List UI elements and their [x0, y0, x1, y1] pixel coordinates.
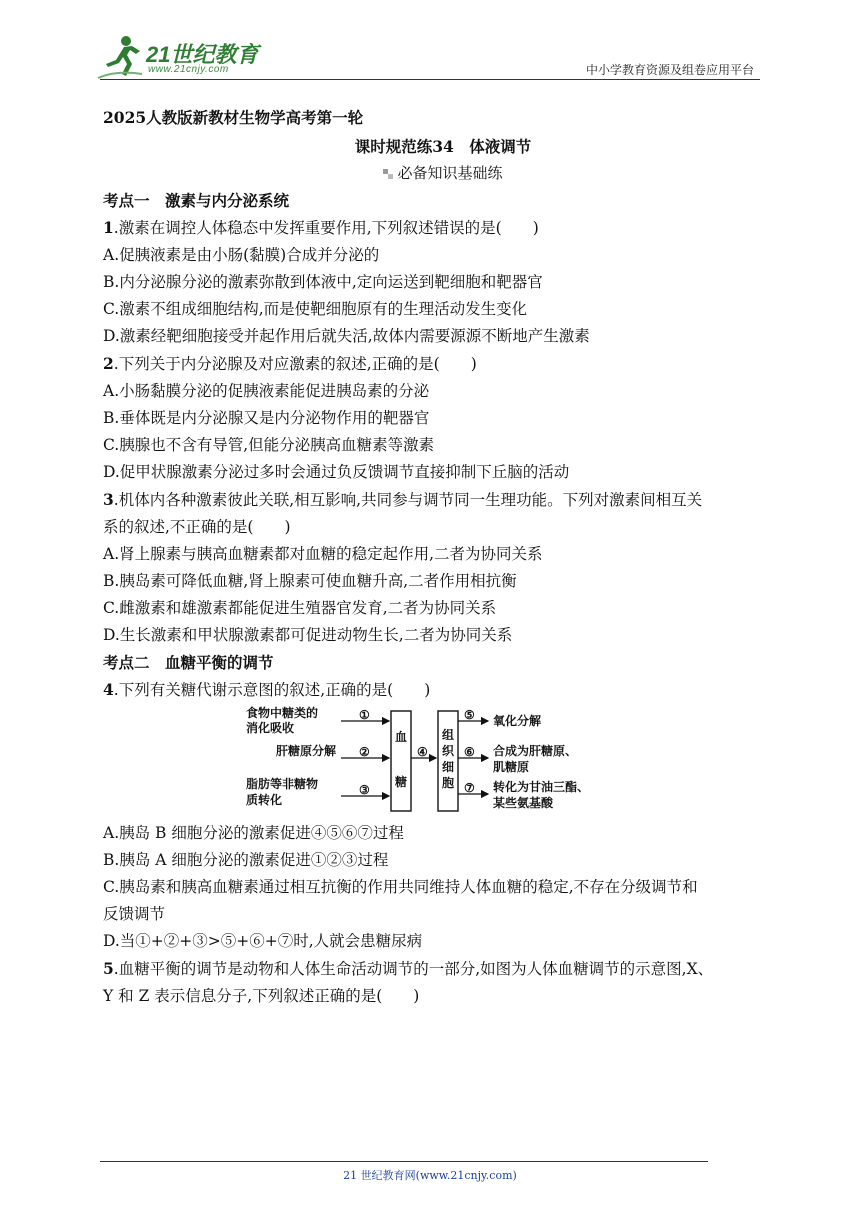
- output-label-3b: 某些氨基酸: [493, 796, 554, 810]
- header-divider: [100, 79, 760, 80]
- option: D.当①+②+③>⑤+⑥+⑦时,人就会患糖尿病: [103, 932, 423, 950]
- tissue-cell-char-1: 组: [442, 728, 455, 742]
- option: D.激素经靶细胞接受并起作用后就失活,故体内需要源源不断地产生激素: [103, 327, 590, 345]
- question-text: .下列有关糖代谢示意图的叙述,正确的是( ): [113, 681, 431, 699]
- option-continuation: 反馈调节: [103, 905, 166, 923]
- output-label-2b: 肌糖原: [493, 760, 530, 774]
- platform-name: 中小学教育资源及组卷应用平台: [585, 63, 754, 77]
- question-text: .机体内各种激素彼此关联,相互影响,共同参与调节同一生理功能。下列对激素间相互关: [113, 491, 703, 509]
- option: B.内分泌腺分泌的激素弥散到体液中,定向运送到靶细胞和靶器官: [103, 273, 543, 291]
- section-heading-2: 考点二 血糖平衡的调节: [103, 653, 274, 672]
- option: C.胰岛素和胰高血糖素通过相互抗衡的作用共同维持人体血糖的稳定,不存在分级调节和: [103, 878, 698, 896]
- section-heading-1: 考点一 激素与内分泌系统: [103, 191, 290, 210]
- question-1-stem: [103, 214, 763, 242]
- footer-divider: [100, 1161, 708, 1162]
- runner-logo-icon: [96, 34, 146, 80]
- option: C.雌激素和雄激素都能促进生殖器官发育,二者为协同关系: [103, 599, 497, 617]
- option: B.胰岛 A 细胞分泌的激素促进①②③过程: [103, 851, 389, 869]
- section-marker-icon: [383, 169, 393, 179]
- option: D.促甲状腺激素分泌过多时会通过负反馈调节直接抑制下丘脑的活动: [103, 463, 570, 481]
- question-text: .血糖平衡的调节是动物和人体生命活动调节的一部分,如图为人体血糖调节的示意图,X、: [113, 960, 714, 978]
- step-1: ①: [359, 708, 370, 722]
- question-number: 1: [103, 218, 114, 237]
- source-label-3: 脂肪等非糖物: [246, 777, 319, 791]
- option: A.促胰液素是由小肠(黏膜)合成并分泌的: [103, 246, 380, 264]
- option: C.激素不组成细胞结构,而是使靶细胞原有的生理活动发生变化: [103, 300, 528, 318]
- question-2-stem: [103, 350, 763, 378]
- sugar-metabolism-diagram: [246, 706, 686, 816]
- step-7: ⑦: [464, 781, 475, 795]
- tissue-cell-char-4: 胞: [442, 776, 455, 790]
- source-label-1b: 消化吸收: [246, 721, 295, 735]
- option: C.胰腺也不含有导管,但能分泌胰高血糖素等激素: [103, 436, 435, 454]
- diagram-lines: [266, 708, 686, 816]
- question-number: 4: [103, 680, 114, 699]
- page-title: 课时规范练34 体液调节: [354, 137, 532, 156]
- source-label-2: 肝糖原分解: [276, 744, 337, 758]
- question-text: .下列关于内分泌腺及对应激素的叙述,正确的是( ): [113, 355, 477, 373]
- question-3-stem: [103, 486, 763, 514]
- series-title: 2025人教版新教材生物学高考第一轮: [103, 108, 364, 127]
- output-label-3: 转化为甘油三酯、: [493, 780, 590, 794]
- output-label-2: 合成为肝糖原、: [493, 744, 578, 758]
- option: A.小肠黏膜分泌的促胰液素能促进胰岛素的分泌: [103, 382, 430, 400]
- logo-text: 21世纪教育: [146, 42, 259, 67]
- question-5-stem: [103, 955, 763, 983]
- tissue-cell-char-3: 细: [442, 760, 455, 774]
- source-label-1: 食物中糖类的: [246, 706, 319, 720]
- logo-url: www.21cnjy.com: [148, 64, 229, 75]
- subtitle: [103, 160, 763, 187]
- output-label-1: 氧化分解: [493, 714, 542, 728]
- option: B.胰岛素可降低血糖,肾上腺素可使血糖升高,二者作用相抗衡: [103, 572, 517, 590]
- question-number: 2: [103, 354, 114, 373]
- blood-sugar-char-1: 血: [395, 730, 408, 744]
- question-text: .激素在调控人体稳态中发挥重要作用,下列叙述错误的是( ): [113, 219, 539, 237]
- step-4: ④: [417, 745, 428, 759]
- document-body: [103, 104, 763, 1010]
- blood-sugar-char-2: 糖: [395, 775, 408, 789]
- tissue-cell-char-2: 织: [442, 744, 455, 758]
- question-number: 3: [103, 490, 114, 509]
- step-3: ③: [359, 783, 370, 797]
- option: A.肾上腺素与胰高血糖素都对血糖的稳定起作用,二者为协同关系: [103, 545, 543, 563]
- source-label-3b: 质转化: [246, 793, 283, 807]
- question-3-stem-cont: 系的叙述,不正确的是( ): [103, 518, 291, 536]
- page-header: [0, 0, 860, 90]
- option: D.生长激素和甲状腺激素都可促进动物生长,二者为协同关系: [103, 626, 513, 644]
- logo: [96, 34, 266, 82]
- question-number: 5: [103, 959, 114, 978]
- subtitle-text: 必备知识基础练: [397, 164, 503, 182]
- step-2: ②: [359, 745, 370, 759]
- question-5-stem-cont: Y 和 Z 表示信息分子,下列叙述正确的是( ): [103, 987, 420, 1005]
- question-4-stem: [103, 676, 763, 704]
- option: B.垂体既是内分泌腺又是内分泌物作用的靶器官: [103, 409, 430, 427]
- step-6: ⑥: [464, 745, 475, 759]
- option: A.胰岛 B 细胞分泌的激素促进④⑤⑥⑦过程: [103, 824, 404, 842]
- step-5: ⑤: [464, 708, 475, 722]
- footer-text: 21 世纪教育网(www.21cnjy.com): [343, 1169, 517, 1182]
